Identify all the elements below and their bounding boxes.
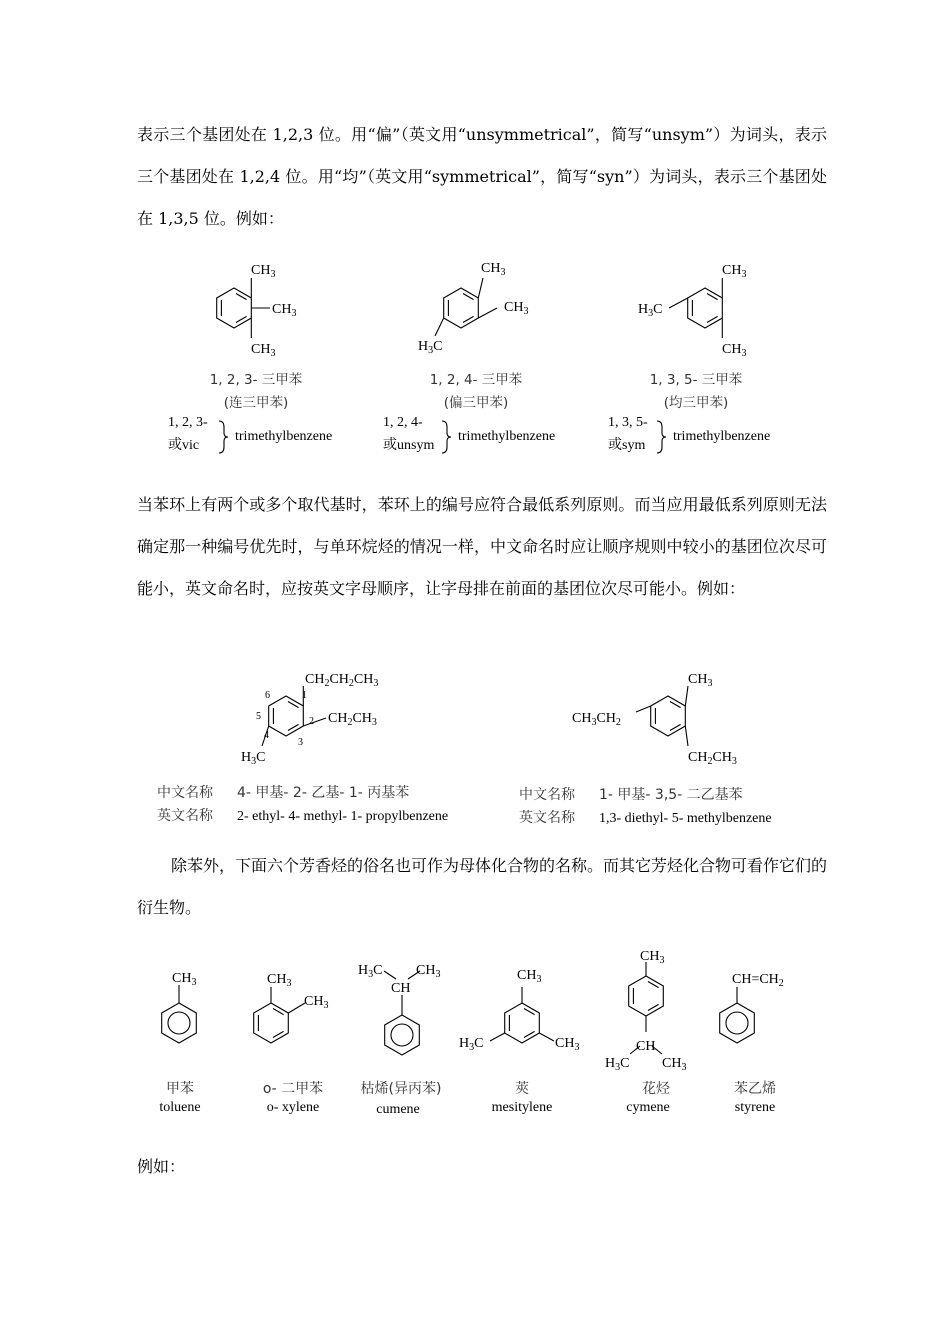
mesitylene-structure: [490, 987, 554, 1043]
brace-3: [657, 421, 666, 453]
trimethyl-3-prefix-alt: 或sym: [608, 438, 646, 453]
svg-text:CH: CH: [636, 1039, 656, 1054]
parent-compounds-figure: [0, 940, 950, 1130]
left-en-label: 英文名称: [157, 808, 213, 824]
ring-num-4: 4: [264, 730, 269, 741]
svg-text:CH2CH3: $CH_2CH_3$: [328, 711, 377, 728]
svg-text:CH3: $CH_3$: [517, 968, 542, 985]
ring-num-3: 3: [298, 737, 303, 748]
trimethyl-1-en: trimethylbenzene: [235, 429, 333, 444]
svg-text:CH3: $CH_3$: [555, 1036, 580, 1053]
svg-text:CH: CH: [391, 981, 411, 996]
benzene-ring-124: [435, 278, 497, 336]
svg-text:CH3: $CH_3$: [304, 994, 329, 1011]
benzene-ring-123: [217, 278, 270, 338]
trimethyl-1-prefix-alt: 或vic: [168, 438, 200, 453]
paragraph-2: 当苯环上有两个或多个取代基时，苯环上的编号应符合最低系列原则。而当应用最低系列原则无法确定那一种编号优先时，与单环烷烃的情况一样，中文命名时应让顺序规则中较小的基团位次尽可能小，英文命名时，应按英文字母顺序，让字母排在前面的基团位次尽可能小。例如：: [137, 495, 827, 598]
svg-text:CH3: $CH_3$: [722, 342, 747, 359]
trimethyl-1-prefix: 1, 2, 3-: [168, 415, 208, 430]
paragraph-1: 表示三个基团处在 1,2,3 位。用“偏”（英文用“unsymmetrical”，简写“unsym”）为词头，表示三个基团处在 1,2,4 位。用“均”（英文用“symmetrical”，简写“syn”）为词头，表示三个基团处在 1,3,5 位。例如：: [137, 125, 827, 228]
right-cn-label: 中文名称: [519, 787, 575, 803]
trimethyl-2-en: trimethylbenzene: [458, 429, 556, 444]
mesitylene-cn: 莢: [515, 1081, 529, 1097]
trimethyl-3-cn-alt: (均三甲苯): [663, 395, 729, 411]
toluene-cn: 甲苯: [166, 1081, 194, 1097]
ring-num-6: 6: [265, 690, 270, 701]
trimethyl-3-prefix: 1, 3, 5-: [608, 415, 648, 430]
ring-num-1: 1: [302, 690, 307, 701]
mesitylene-en: mesitylene: [491, 1100, 553, 1115]
svg-text:CH2CH3: $CH_2CH_3$: [688, 750, 737, 767]
toluene-en: toluene: [159, 1100, 201, 1115]
svg-text:CH3: $CH_3$: [416, 963, 441, 980]
toluene-structure: [162, 985, 197, 1043]
svg-text:H3C: $H_3C$: [358, 963, 383, 980]
svg-text:CH3: $CH_3$: [251, 342, 276, 359]
svg-text:H3C: $H_3C$: [241, 750, 266, 767]
svg-text:H3C: $H_3C$: [459, 1036, 484, 1053]
svg-text:CH3: $CH_3$: [722, 263, 747, 280]
left-cn-name: 4- 甲基- 2- 乙基- 1- 丙基苯: [237, 785, 410, 801]
trimethyl-2-cn: 1, 2, 4- 三甲苯: [429, 372, 523, 388]
o-xylene-cn: o- 二甲苯: [262, 1081, 324, 1097]
cumene-cn: 枯烯(异丙苯): [360, 1081, 442, 1097]
right-en-label: 英文名称: [519, 810, 575, 826]
svg-text:CH3: $CH_3$: [272, 302, 297, 319]
cymene-en: cymene: [626, 1100, 670, 1115]
svg-text:CH3: $CH_3$: [662, 1056, 687, 1073]
o-xylene-structure: [254, 987, 305, 1043]
benzene-ring-right: [636, 686, 688, 746]
left-cn-label: 中文名称: [157, 785, 213, 801]
svg-text:CH2CH2CH3: $CH_2CH_2CH_3$: [305, 672, 379, 689]
svg-text:H3C: $H_3C$: [605, 1056, 630, 1073]
paragraph-3: 除苯外，下面六个芳香烃的俗名也可作为母体化合物的名称。而其它芳烃化合物可看作它们的衍生物。: [137, 856, 828, 917]
svg-text:H3C: $H_3C$: [418, 339, 443, 356]
svg-text:H3C: $H_3C$: [638, 302, 663, 319]
svg-text:CH3CH2: $CH_3CH_2$: [572, 711, 621, 728]
ring-num-2: 2: [309, 716, 314, 727]
cumene-en: cumene: [376, 1102, 420, 1117]
right-en-name: 1,3- diethyl- 5- methylbenzene: [599, 811, 772, 826]
svg-text:CH3: $CH_3$: [172, 971, 197, 988]
trimethyl-3-cn: 1, 3, 5- 三甲苯: [649, 372, 743, 388]
trimethyl-1-cn: 1, 2, 3- 三甲苯: [209, 372, 303, 388]
o-xylene-en: o- xylene: [266, 1100, 320, 1115]
trimethyl-2-cn-alt: (偏三甲苯): [443, 395, 509, 411]
paragraph-4: 例如：: [137, 1157, 186, 1176]
trimethyl-2-prefix-alt: 或unsym: [383, 438, 435, 453]
svg-text:CH3: $CH_3$: [267, 972, 292, 989]
trimethyl-2-prefix: 1, 2, 4-: [383, 415, 423, 430]
svg-text:CH3: $CH_3$: [251, 263, 276, 280]
trimethyl-1-cn-alt: (连三甲苯): [223, 395, 289, 411]
benzene-ring-135: [669, 278, 722, 338]
svg-text:CH3: $CH_3$: [688, 672, 713, 689]
benzene-ring-left: [262, 686, 326, 746]
styrene-cn: 苯乙烯: [734, 1081, 776, 1097]
ring-num-5: 5: [256, 711, 261, 722]
left-en-name: 2- ethyl- 4- methyl- 1- propylbenzene: [237, 809, 449, 824]
cymene-cn: 花烃: [642, 1081, 670, 1097]
svg-text:CH3: $CH_3$: [640, 949, 665, 966]
styrene-en: styrene: [734, 1100, 776, 1115]
styrene-structure: [720, 987, 755, 1043]
numbering-example-figure: [0, 660, 950, 840]
right-cn-name: 1- 甲基- 3,5- 二乙基苯: [599, 787, 743, 803]
svg-text:CH3: $CH_3$: [504, 300, 529, 317]
brace-2: [442, 421, 451, 453]
trimethyl-3-en: trimethylbenzene: [673, 429, 771, 444]
svg-text:CH3: $CH_3$: [481, 261, 506, 278]
svg-text:CH=CH2: $CH=CH_2$: [732, 972, 784, 989]
trimethylbenzene-figure: [0, 250, 950, 480]
brace-1: [219, 421, 228, 453]
